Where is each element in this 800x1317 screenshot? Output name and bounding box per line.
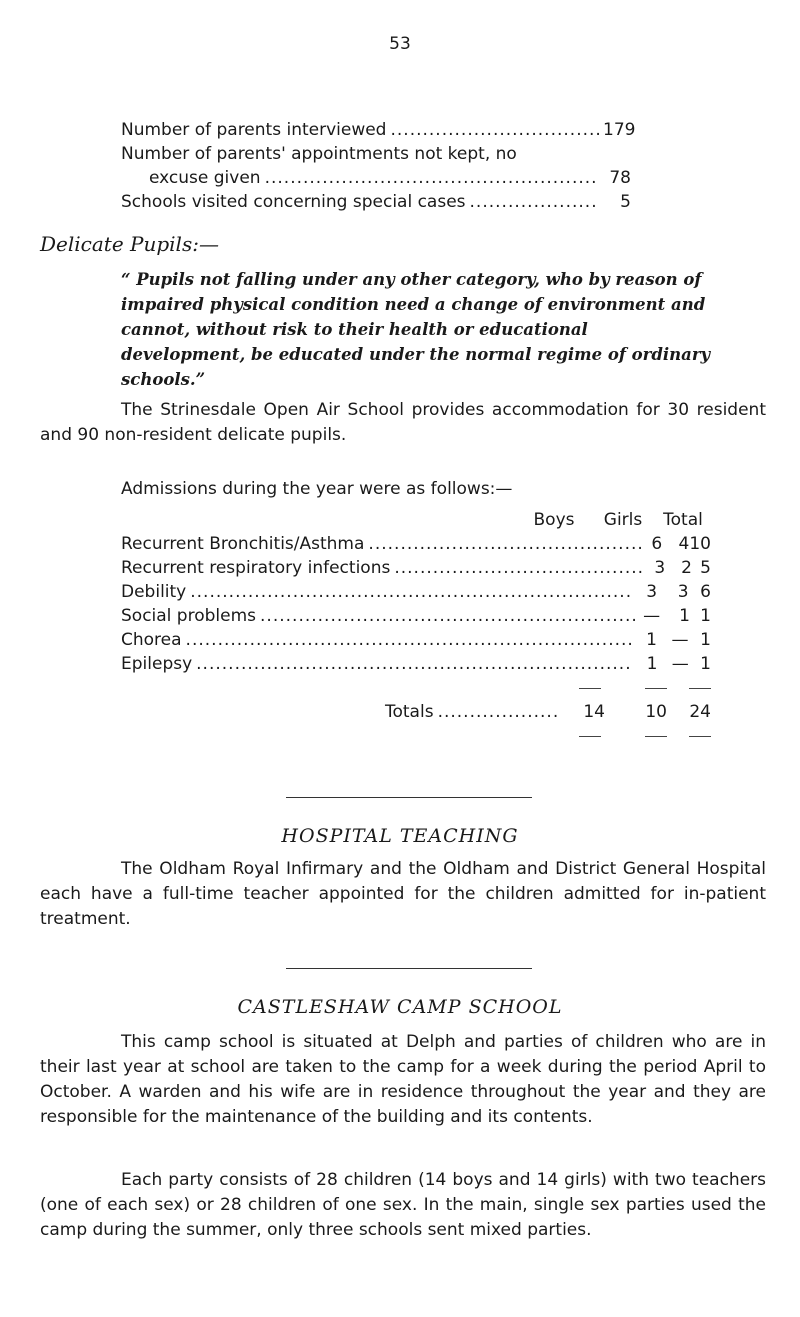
cell-boys: 3 — [646, 582, 658, 602]
stat-appointments-line2 — [121, 166, 631, 190]
cell-boys: 1 — [646, 654, 658, 674]
cell-boys: 3 — [654, 558, 666, 578]
rule — [645, 688, 667, 689]
dot-leader — [260, 604, 637, 628]
totals-rule-bottom — [121, 724, 711, 748]
totals-row — [121, 700, 711, 724]
column-header-girls: Girls — [603, 510, 643, 530]
cell-boys: 6 — [651, 534, 663, 554]
table-row — [121, 628, 711, 652]
cell-total: 10 — [689, 534, 711, 554]
cell-girls: 1 — [679, 606, 690, 626]
rule — [689, 688, 711, 689]
stat-value: 5 — [620, 192, 631, 212]
dot-leader — [470, 190, 599, 214]
cell-total: 1 — [700, 630, 711, 650]
rule — [689, 736, 711, 737]
section-divider — [286, 797, 532, 798]
stat-value: 179 — [603, 120, 636, 140]
parent-statistics — [121, 118, 636, 214]
camp-school-paragraph-2: Each party consists of 28 children (14 boys and 14 girls) with two teachers (one of each sex) or 28 children of one sex. In the main, single sex parties used the camp during the summer, only three schools sent mixed parties. — [40, 1170, 766, 1240]
cell-girls: 3 — [677, 582, 689, 602]
rule — [645, 736, 667, 737]
page-number: 53 — [389, 34, 411, 54]
cell-boys: 1 — [646, 630, 657, 650]
cell-girls: — — [671, 654, 689, 674]
stat-label: Number of parents' appointments not kept, no — [121, 144, 517, 164]
dot-leader — [190, 580, 633, 604]
column-header-total: Total — [663, 510, 703, 530]
delicate-pupils-heading: Delicate Pupils:— — [40, 232, 219, 256]
cell-total: 6 — [700, 582, 711, 602]
stat-schools-visited — [121, 190, 631, 214]
dot-leader — [368, 532, 640, 556]
hospital-teaching-heading: HOSPITAL TEACHING — [281, 825, 519, 847]
rule — [579, 688, 601, 689]
camp-school-paragraph-1: This camp school is situated at Delph and parties of children who are in their last year at school are taken to the camp for a week during the period April to October. A warden and his wife are in residence throughout the year and they are responsible for the maintenance of the building and its contents. — [40, 1032, 766, 1127]
column-header-boys: Boys — [533, 510, 575, 530]
rule — [579, 736, 601, 737]
dot-leader — [196, 652, 633, 676]
row-label: Debility — [121, 582, 187, 602]
cell-girls: 2 — [681, 558, 692, 578]
cell-total: 1 — [700, 606, 711, 626]
stat-parents-interviewed — [121, 118, 636, 142]
stat-label: Schools visited concerning special cases — [121, 192, 466, 212]
dot-leader — [438, 700, 561, 724]
table-row — [121, 604, 711, 628]
dot-leader — [390, 118, 599, 142]
section-divider — [286, 968, 532, 969]
admissions-table — [121, 508, 711, 748]
table-header — [121, 508, 711, 532]
stat-label: Number of parents interviewed — [121, 120, 387, 140]
dot-leader — [265, 166, 599, 190]
stat-appointments-line1 — [121, 142, 631, 166]
admissions-intro: Admissions during the year were as follows:— — [121, 479, 513, 499]
table-row — [121, 580, 711, 604]
total-boys: 14 — [583, 702, 605, 722]
totals-label: Totals — [385, 702, 434, 722]
total-all: 24 — [689, 702, 711, 722]
definition-quote: “ Pupils not falling under any other category, who by reason of impaired physical condition need a change of environment and cannot, without risk to their health or educational development, be educated under the normal regime of ordinary schools.” — [121, 270, 711, 389]
cell-girls: 4 — [678, 534, 690, 554]
stat-label: excuse given — [149, 168, 261, 188]
total-girls: 10 — [645, 702, 667, 722]
row-label: Epilepsy — [121, 654, 193, 674]
cell-girls: — — [671, 630, 689, 650]
row-label: Recurrent Bronchitis/Asthma — [121, 534, 365, 554]
row-label: Chorea — [121, 630, 182, 650]
open-air-school-paragraph: The Strinesdale Open Air School provides accommodation for 30 resident and 90 non-resident delicate pupils. — [40, 400, 766, 445]
dot-leader — [394, 556, 644, 580]
hospital-teaching-paragraph: The Oldham Royal Infirmary and the Oldham and District General Hospital each have a full-time teacher appointed for the children admitted for in-patient treatment. — [40, 859, 766, 929]
stat-value: 78 — [609, 168, 631, 188]
cell-total: 1 — [700, 654, 711, 674]
table-row — [121, 556, 711, 580]
row-label: Social problems — [121, 606, 257, 626]
totals-rule-top — [121, 676, 711, 700]
camp-school-heading: CASTLESHAW CAMP SCHOOL — [237, 996, 563, 1018]
row-label: Recurrent respiratory infections — [121, 558, 391, 578]
dot-leader — [186, 628, 633, 652]
cell-total: 5 — [700, 558, 711, 578]
table-row — [121, 532, 711, 556]
table-row — [121, 652, 711, 676]
cell-boys: — — [643, 606, 661, 626]
